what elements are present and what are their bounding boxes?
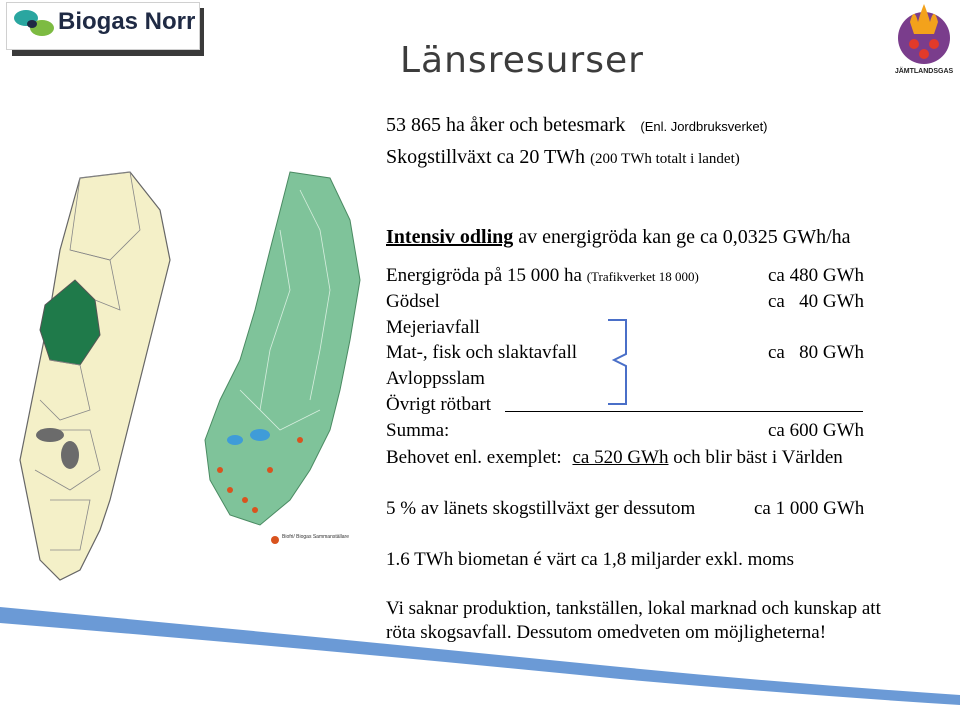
- arable-land-text: 53 865 ha åker och betesmark: [386, 114, 626, 136]
- biogas-site-icon: [252, 507, 258, 513]
- resource-label: Gödsel: [386, 291, 440, 312]
- jamtlandsgas-logo: [888, 0, 960, 86]
- need-line: [386, 447, 843, 469]
- green-map-outline: [205, 172, 360, 525]
- resource-label: Energigröda på 15 000 ha: [386, 265, 582, 286]
- logo-text: Biogas Norr: [58, 8, 196, 35]
- biogas-site-icon: [242, 497, 248, 503]
- leaf-icon: [12, 6, 56, 42]
- forest-line: [386, 498, 695, 520]
- lake-icon: [227, 435, 243, 445]
- lake-icon: [36, 428, 64, 442]
- legend-dot-icon: [271, 536, 279, 544]
- sum-value: ca 600 GWh: [768, 420, 865, 441]
- closing-line-1: Vi saknar produktion, tankställen, lokal marknad och kunskap att: [386, 598, 881, 619]
- forest-growth-note: (200 TWh totalt i landet): [590, 151, 740, 167]
- sum-label: Summa:: [386, 420, 450, 441]
- forest-growth-line: [386, 146, 740, 169]
- need-prefix: Behovet enl. exemplet:: [386, 447, 562, 468]
- intensive-lead: Intensiv odling: [386, 226, 514, 248]
- sweden-outline: [20, 172, 170, 580]
- biogas-site-icon: [227, 487, 233, 493]
- arable-land-source: (Enl. Jordbruksverket): [640, 119, 768, 134]
- forest-value: ca 1 000 GWh: [754, 498, 865, 519]
- arable-land-line: [386, 114, 768, 137]
- forest-growth-text: Skogstillväxt ca 20 TWh: [386, 146, 586, 168]
- forest-text: 5 % av länets skogstillväxt ger dessutom: [386, 498, 696, 519]
- flame-logo-icon: [888, 0, 960, 70]
- need-suffix: och blir bäst i Världen: [673, 447, 843, 468]
- resource-note: (Trafikverket 18 000): [586, 269, 699, 284]
- logo-caption: JÄMTLANDSGAS: [894, 68, 954, 75]
- resource-label: Avloppsslam: [386, 368, 485, 389]
- resource-row: [386, 265, 699, 287]
- resource-label: Övrigt rötbart: [386, 394, 492, 415]
- resource-value: ca 40 GWh: [768, 291, 865, 312]
- bracket-icon: [600, 318, 640, 408]
- biogas-site-icon: [267, 467, 273, 473]
- sweden-biogas-map: [200, 170, 380, 550]
- biogas-site-icon: [297, 437, 303, 443]
- lake-icon: [61, 441, 79, 469]
- biogas-site-icon: [217, 467, 223, 473]
- page-title: Länsresurser: [400, 40, 644, 81]
- resource-label: Mat-, fisk och slaktavfall: [386, 342, 578, 363]
- biogas-norr-logo: [0, 0, 205, 52]
- biomethane-line: 1.6 TWh biometan é värt ca 1,8 miljarder exkl. moms: [386, 549, 795, 570]
- resource-value: ca 80 GWh: [768, 342, 865, 363]
- need-value: ca 520 GWh: [572, 447, 669, 468]
- sum-rule: [505, 411, 863, 412]
- lake-icon: [250, 429, 270, 441]
- sweden-county-map: [10, 170, 210, 590]
- intensive-rest: av energigröda kan ge ca 0,0325 GWh/ha: [518, 226, 851, 248]
- resource-label: Mejeriavfall: [386, 317, 480, 338]
- closing-line-2: röta skogsavfall. Dessutom omedveten om möjligheterna!: [386, 622, 827, 643]
- map-legend: Biofri/ Biogas Sammanställare: [282, 534, 349, 540]
- intensive-cultivation-line: [386, 226, 851, 249]
- resource-value: ca 480 GWh: [768, 265, 865, 286]
